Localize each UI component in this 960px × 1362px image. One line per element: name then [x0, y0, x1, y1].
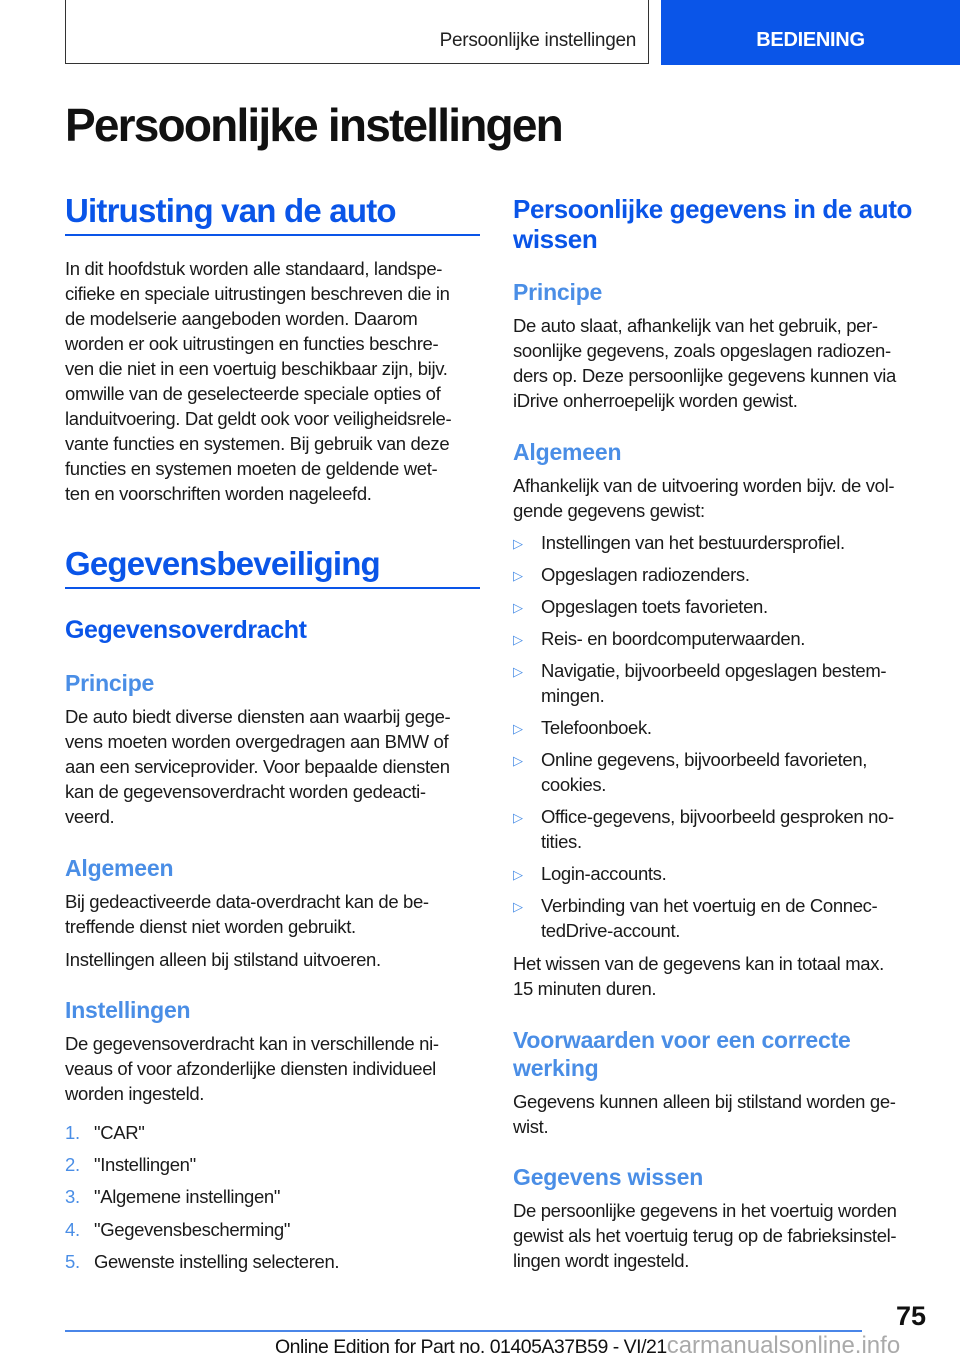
step-number: 4. — [65, 1218, 80, 1240]
triangle-bullet-icon: ▷ — [513, 600, 523, 615]
text-line: Online gegevens, bijvoorbeeld favorieten, — [541, 749, 868, 770]
step-text: "CAR" — [94, 1122, 145, 1143]
paragraph-principle — [65, 704, 450, 829]
step-number: 1. — [65, 1122, 80, 1143]
text-line: treffende dienst niet worden gebruikt. — [65, 916, 356, 937]
step-item — [65, 1184, 465, 1216]
heading-data-transfer: Gegevensoverdracht — [65, 616, 307, 644]
text-line: lingen wordt ingesteld. — [513, 1250, 690, 1271]
text-line: cookies. — [541, 774, 607, 795]
text-line: Afhankelijk van de uitvoering worden bijv. de vol- — [513, 475, 895, 496]
paragraph-duration — [513, 951, 884, 1001]
triangle-bullet-icon: ▷ — [513, 899, 523, 914]
text-line: worden er ook uitrustingen en functies beschre- — [65, 333, 439, 354]
paragraph-wipe-data — [513, 1198, 897, 1273]
text-line: Navigatie, bijvoorbeeld opgeslagen bestem- — [541, 660, 887, 681]
step-item — [65, 1217, 465, 1249]
triangle-bullet-icon: ▷ — [513, 568, 523, 583]
heading-data-security: Gegevensbeveiliging — [65, 545, 380, 582]
text-line: Verbinding van het voertuig en de Connec- — [541, 895, 878, 916]
heading-rule — [65, 234, 480, 236]
heading-equipment: Uitrusting van de auto — [65, 192, 396, 229]
text-line: Bij gedeactiveerde data-overdracht kan de be- — [65, 891, 429, 912]
list-item — [513, 861, 933, 886]
text-line: functies en systemen moeten de geldende wet- — [65, 458, 438, 479]
text-line: gende gegevens gewist: — [513, 500, 705, 521]
heading-rule — [65, 587, 480, 589]
heading-conditions — [513, 1026, 851, 1082]
text-line: Telefoonboek. — [541, 717, 652, 738]
heading-principle: Principe — [513, 279, 603, 305]
step-text: "Gegevensbescherming" — [94, 1218, 291, 1240]
step-number: 3. — [65, 1186, 80, 1208]
triangle-bullet-icon: ▷ — [513, 632, 523, 647]
text-line: De auto biedt diverse diensten aan waarbij gege- — [65, 706, 451, 727]
text-line: De gegevensoverdracht kan in verschillende ni- — [65, 1033, 439, 1054]
step-text: Gewenste instelling selecteren. — [94, 1250, 340, 1272]
text-line: Gegevens kunnen alleen bij stilstand worden ge- — [513, 1091, 896, 1112]
text-line: De auto slaat, afhankelijk van het gebruik, per- — [513, 315, 878, 336]
footer — [275, 1332, 900, 1360]
text-line: worden ingesteld. — [65, 1083, 205, 1104]
chapter-tab — [661, 0, 960, 65]
text-line: werking — [513, 1055, 599, 1081]
text-line: Login-accounts. — [541, 863, 667, 884]
running-header — [65, 0, 649, 64]
text-line: Persoonlijke gegevens in de auto — [513, 194, 912, 224]
text-line: ven die niet in een voertuig beschikbaar zijn, bijv. — [65, 358, 448, 379]
deleted-data-list — [513, 530, 933, 950]
heading-settings: Instellingen — [65, 997, 191, 1023]
text-line: aan een serviceprovider. Voor bepaalde diensten — [65, 756, 450, 777]
list-item — [513, 626, 933, 651]
paragraph-general — [65, 889, 429, 939]
triangle-bullet-icon: ▷ — [513, 536, 523, 551]
list-item — [513, 804, 933, 854]
heading-delete-personal-data — [513, 194, 912, 254]
triangle-bullet-icon: ▷ — [513, 810, 523, 825]
text-line: kan de gegevensoverdracht worden gedeacti- — [65, 781, 426, 802]
list-item — [513, 715, 933, 740]
list-item — [513, 562, 933, 587]
text-line: gewist als het voertuig terug op de fabrieksinstel- — [513, 1225, 897, 1246]
paragraph-conditions — [513, 1089, 896, 1139]
step-item — [65, 1152, 465, 1184]
text-line: Reis- en boordcomputerwaarden. — [541, 628, 806, 649]
page-title: Persoonlijke instellingen — [65, 99, 562, 151]
text-line: soonlijke gegevens, zoals opgeslagen radiozen- — [513, 340, 891, 361]
heading-general: Algemeen — [65, 855, 174, 881]
step-item — [65, 1249, 465, 1281]
paragraph-general-note — [65, 947, 381, 972]
text-line: veaus of voor afzonderlijke diensten individueel — [65, 1058, 436, 1079]
paragraph-general — [513, 473, 894, 523]
text-line: vens moeten worden overgedragen aan BMW of — [65, 731, 449, 752]
triangle-bullet-icon: ▷ — [513, 867, 523, 882]
text-line: wissen — [513, 224, 598, 254]
list-item — [513, 530, 933, 555]
text-line: vante functies en systemen. Bij gebruik van deze — [65, 433, 450, 454]
step-text: "Instellingen" — [94, 1154, 196, 1176]
text-line: Voorwaarden voor een correcte — [513, 1027, 851, 1053]
page-number: 75 — [896, 1301, 927, 1331]
text-line: De persoonlijke gegevens in het voertuig worden — [513, 1200, 897, 1221]
text-line: omwille van de geselecteerde speciale opties of — [65, 383, 441, 404]
steps-list — [65, 1120, 465, 1281]
triangle-bullet-icon: ▷ — [513, 753, 523, 768]
paragraph-principle — [513, 313, 896, 413]
header-section-title: Persoonlijke instellingen — [439, 30, 636, 51]
text-line: veerd. — [65, 806, 115, 827]
triangle-bullet-icon: ▷ — [513, 664, 523, 679]
text-line: Opgeslagen radiozenders. — [541, 564, 750, 585]
text-line: tedDrive-account. — [541, 920, 681, 941]
text-line: Instellingen van het bestuurdersprofiel. — [541, 532, 845, 553]
heading-general: Algemeen — [513, 439, 622, 465]
step-item — [65, 1120, 465, 1152]
heading-principle: Principe — [65, 670, 155, 696]
text-line: Opgeslagen toets favorieten. — [541, 596, 768, 617]
list-item — [513, 658, 933, 708]
text-line: tities. — [541, 831, 582, 852]
list-item — [513, 594, 933, 619]
text-line: Instellingen alleen bij stilstand uitvoeren. — [65, 949, 381, 970]
text-line: wist. — [513, 1116, 549, 1137]
heading-wipe-data: Gegevens wissen — [513, 1164, 704, 1190]
text-line: Het wissen van de gegevens kan in totaal max. — [513, 953, 884, 974]
text-line: ten en voorschriften worden nageleefd. — [65, 483, 372, 504]
triangle-bullet-icon: ▷ — [513, 721, 523, 736]
edition-text: Online Edition for Part no. 01405A37B59 - VI/21 — [275, 1336, 667, 1358]
text-line: iDrive onherroepelijk worden gewist. — [513, 390, 798, 411]
paragraph-equipment — [65, 256, 451, 506]
text-line: Office-gegevens, bijvoorbeeld gesproken no- — [541, 806, 894, 827]
chapter-label: BEDIENING — [756, 29, 865, 51]
watermark: carmanualsonline.info — [666, 1332, 901, 1359]
list-item — [513, 893, 933, 943]
list-item — [513, 747, 933, 797]
text-line: de modelserie aangeboden worden. Daarom — [65, 308, 418, 329]
step-number: 5. — [65, 1250, 80, 1272]
paragraph-settings — [65, 1031, 439, 1106]
step-number: 2. — [65, 1154, 80, 1176]
text-line: ders op. Deze persoonlijke gegevens kunnen via — [513, 365, 896, 386]
text-line: cifieke en speciale uitrustingen beschreven die in — [65, 283, 450, 304]
step-text: "Algemene instellingen" — [94, 1186, 281, 1208]
text-line: landuitvoering. Dat geldt ook voor veiligheidsrele- — [65, 408, 452, 429]
text-line: 15 minuten duren. — [513, 978, 657, 999]
text-line: mingen. — [541, 685, 605, 706]
text-line: In dit hoofdstuk worden alle standaard, landspe- — [65, 258, 443, 279]
